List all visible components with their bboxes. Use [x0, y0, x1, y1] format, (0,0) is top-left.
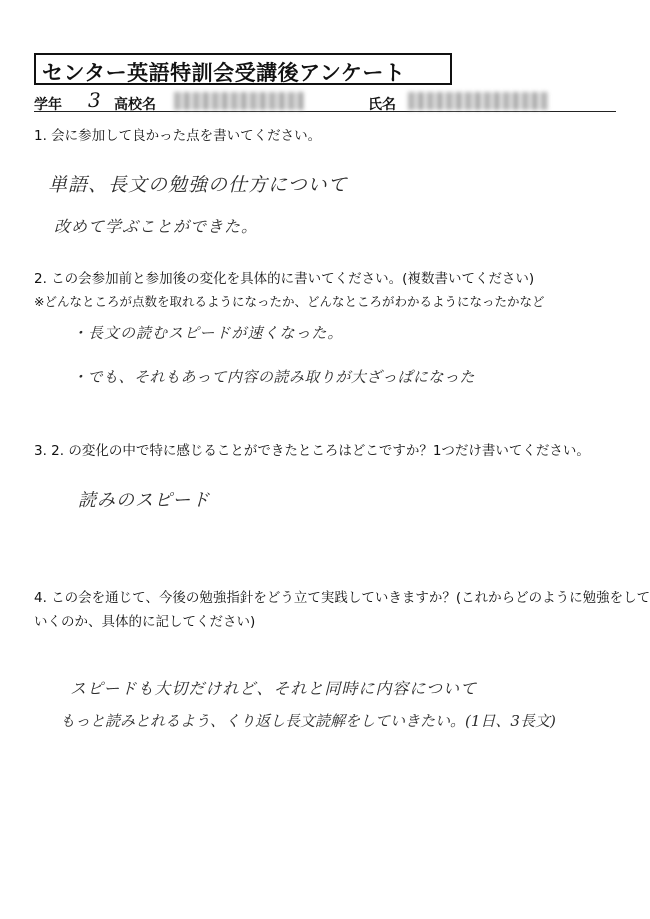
answer-2-line-1: ・長文の読むスピードが速くなった。: [72, 324, 344, 342]
grade-label: 学年: [34, 97, 62, 113]
question-1: 1. 会に参加して良かった点を書いてください。: [34, 128, 322, 144]
question-2-note: ※どんなところが点数を取れるようになったか、どんなところがわかるようになったかなど: [34, 294, 545, 309]
name-label: 氏名: [368, 97, 396, 113]
school-name-redacted: [174, 92, 304, 110]
question-4: 4. この会を通じて、今後の勉強指針をどう立て実践していきますか？(これからどのように勉強をして: [34, 590, 650, 606]
answer-3: 読みのスピード: [78, 490, 211, 511]
student-name-redacted: [408, 92, 548, 110]
answer-1-line-1: 単語、長文の勉強の仕方について: [48, 174, 348, 196]
question-3: 3. 2. の変化の中で特に感じることができたところはどこですか？1つだけ書いてください。: [34, 443, 590, 459]
question-2: 2. この会参加前と参加後の変化を具体的に書いてください。(複数書いてください): [34, 271, 535, 287]
answer-1-line-2: 改めて学ぶことができた。: [54, 217, 259, 236]
survey-title: センター英語特訓会受講後アンケート: [42, 61, 406, 85]
title-box: [34, 53, 452, 85]
grade-value: 3: [88, 88, 101, 112]
question-4-continued: いくのか、具体的に記してください): [34, 614, 256, 630]
answer-2-line-2: ・でも、それもあって内容の読み取りが大ざっぱになった: [72, 368, 475, 386]
info-row: [34, 88, 616, 113]
answer-4-line-1: スピードも大切だけれど、それと同時に内容について: [70, 679, 478, 698]
school-label: 高校名: [114, 97, 156, 113]
answer-4-line-2: もっと読みとれるよう、くり返し長文読解をしていきたい。(1日、3長文): [60, 712, 556, 730]
